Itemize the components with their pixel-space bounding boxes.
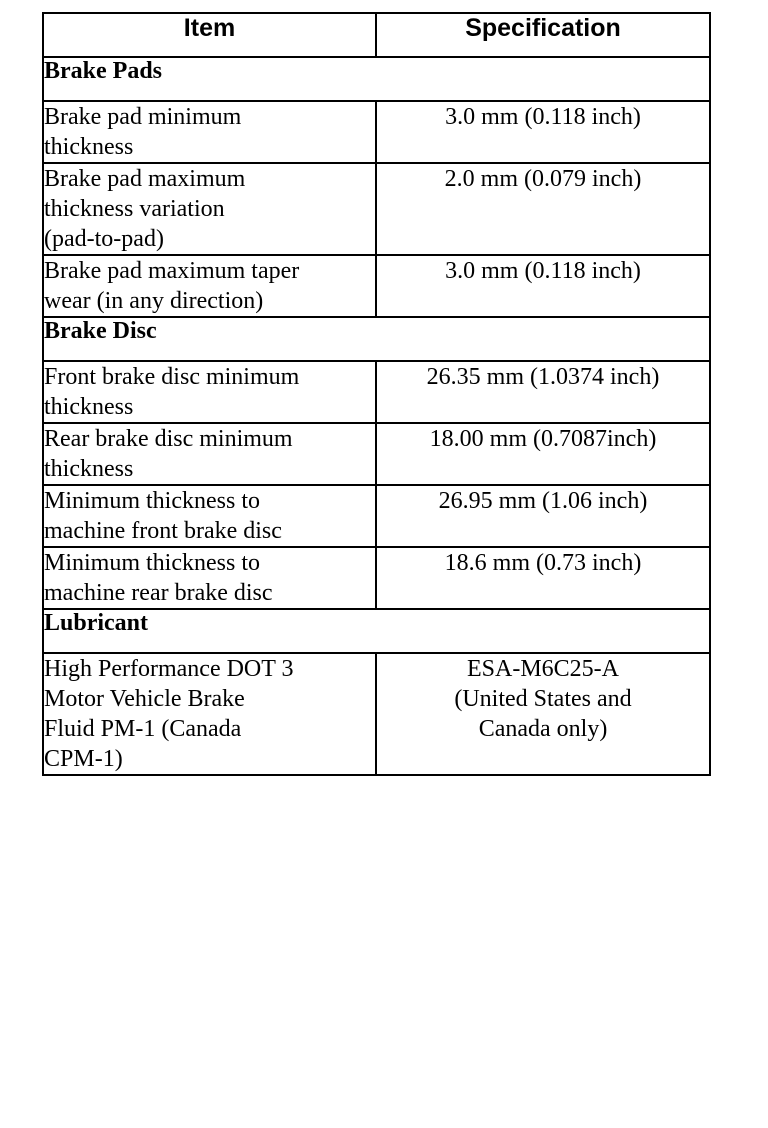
header-item: Item xyxy=(43,13,376,57)
table-row xyxy=(43,101,710,163)
section-row-brake-pads xyxy=(43,57,710,101)
section-row-lubricant xyxy=(43,609,710,653)
item-cell xyxy=(43,255,376,317)
spec-text: ESA-M6C25-A (United States and Canada only) xyxy=(454,656,632,742)
table-row xyxy=(43,361,710,423)
spec-text: 26.95 mm (1.06 inch) xyxy=(438,488,648,514)
spec-text: 2.0 mm (0.079 inch) xyxy=(444,166,642,192)
item-cell xyxy=(43,423,376,485)
item-cell xyxy=(43,101,376,163)
item-cell xyxy=(43,361,376,423)
section-title: Lubricant xyxy=(43,609,710,653)
spec-cell xyxy=(376,255,710,317)
item-cell xyxy=(43,485,376,547)
section-row-brake-disc xyxy=(43,317,710,361)
table-header-row xyxy=(43,13,710,57)
spec-cell xyxy=(376,163,710,255)
section-title: Brake Pads xyxy=(43,57,710,101)
table-row xyxy=(43,485,710,547)
table-row xyxy=(43,255,710,317)
spec-cell xyxy=(376,101,710,163)
specification-table xyxy=(42,12,711,776)
item-text: Rear brake disc minimum thickness xyxy=(44,426,293,482)
table-row xyxy=(43,423,710,485)
table-row xyxy=(43,653,710,775)
spec-text: 26.35 mm (1.0374 inch) xyxy=(426,364,660,390)
item-text: Brake pad minimum thickness xyxy=(44,104,242,160)
table-row xyxy=(43,547,710,609)
item-cell xyxy=(43,163,376,255)
spec-text: 3.0 mm (0.118 inch) xyxy=(445,258,641,284)
item-text: Minimum thickness to machine rear brake disc xyxy=(44,550,273,606)
item-text: High Performance DOT 3 Motor Vehicle Brake Fluid PM-1 (Canada CPM-1) xyxy=(44,656,294,772)
spec-text: 18.00 mm (0.7087inch) xyxy=(429,426,657,452)
item-cell xyxy=(43,547,376,609)
spec-cell xyxy=(376,653,710,775)
spec-cell xyxy=(376,485,710,547)
item-cell xyxy=(43,653,376,775)
spec-cell xyxy=(376,547,710,609)
spec-cell xyxy=(376,361,710,423)
header-specification: Specification xyxy=(376,13,710,57)
section-title: Brake Disc xyxy=(43,317,710,361)
spec-text: 3.0 mm (0.118 inch) xyxy=(445,104,641,130)
item-text: Front brake disc minimum thickness xyxy=(44,364,300,420)
item-text: Minimum thickness to machine front brake disc xyxy=(44,488,282,544)
spec-text: 18.6 mm (0.73 inch) xyxy=(444,550,642,576)
item-text: Brake pad maximum thickness variation (pad-to-pad) xyxy=(44,166,246,252)
item-text: Brake pad maximum taper wear (in any direction) xyxy=(44,258,300,314)
table-row xyxy=(43,163,710,255)
spec-cell xyxy=(376,423,710,485)
